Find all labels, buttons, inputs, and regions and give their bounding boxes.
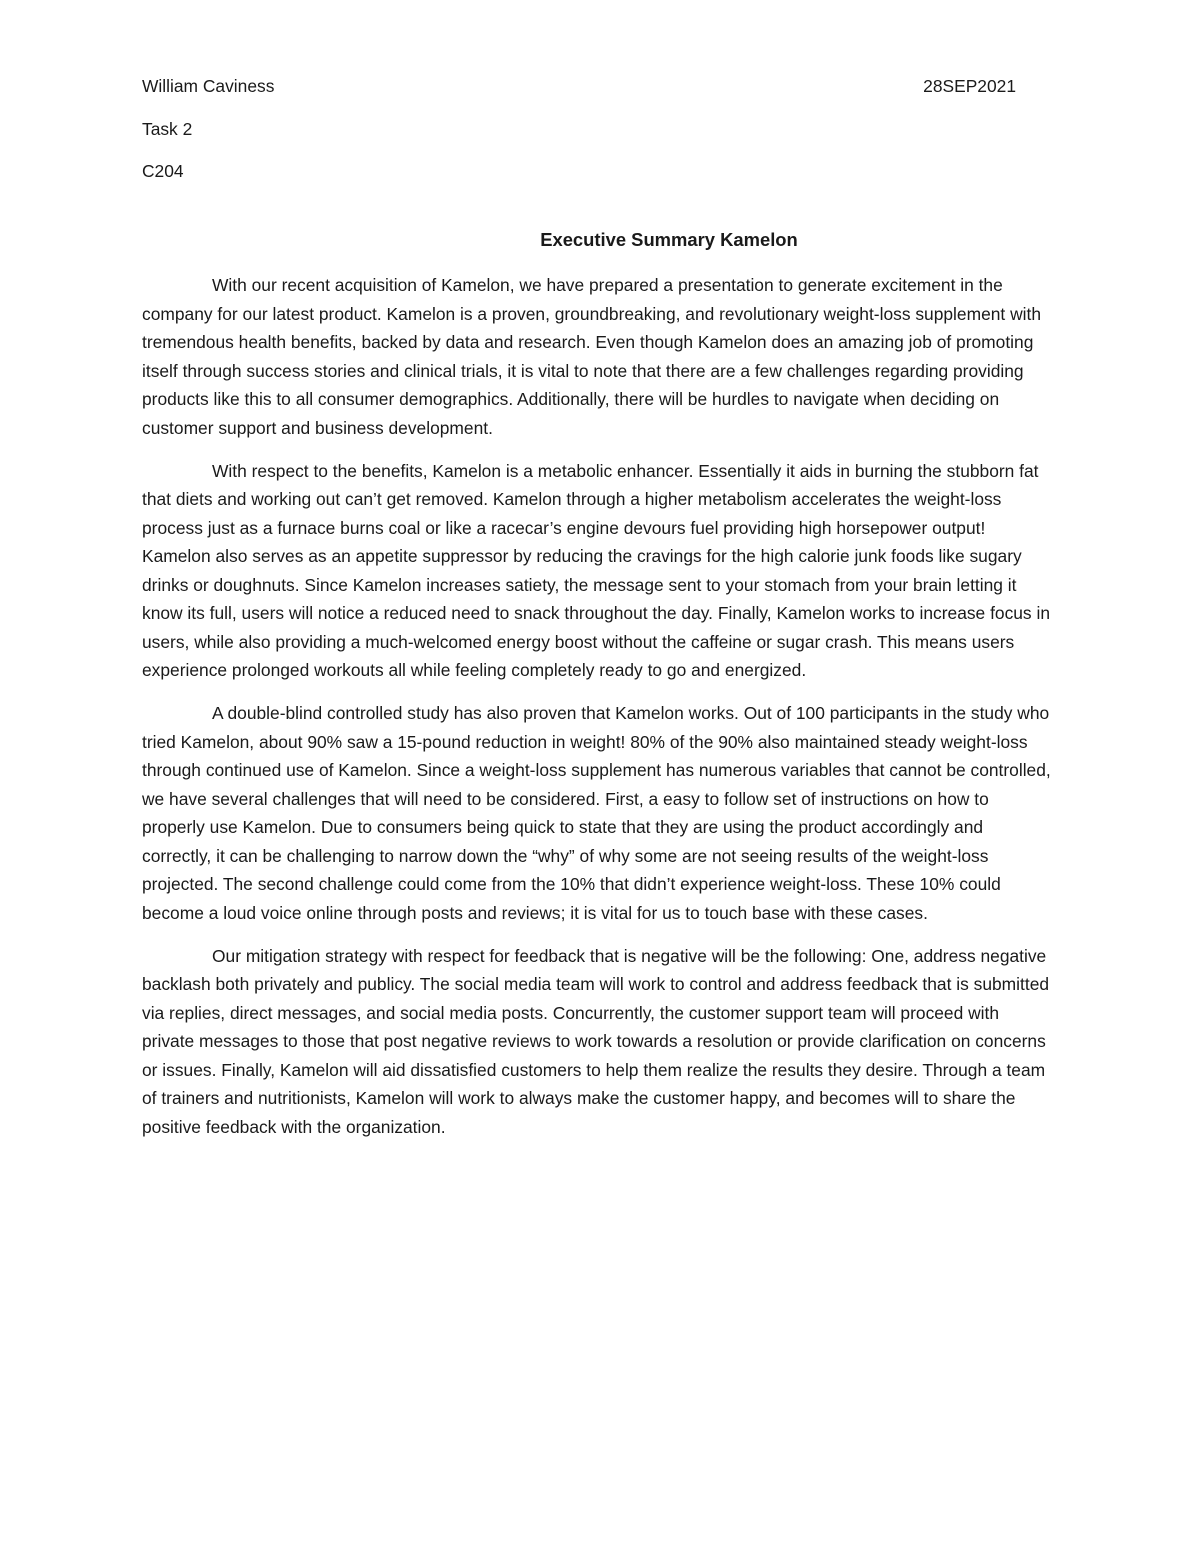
paragraph-intro: With our recent acquisition of Kamelon, we have prepared a presentation to generate excitement in the company for our latest product. Kamelon is a proven, groundbreaking, and revolutionary weight-loss supplement with tremendous health benefits, backed by data and research. Even though Kamelon does an amazing job of promoting itself through success stories and clinical trials, it is vital to note that there are a few challenges regarding providing products like this to all consumer demographics. Additionally, there will be hurdles to navigate when deciding on customer support and business development. — [142, 275, 1042, 438]
header-row — [142, 73, 1016, 99]
task-label: Task 2 — [142, 119, 193, 139]
course-code: C204 — [142, 161, 184, 181]
document-body — [142, 271, 1056, 1156]
document-title-row — [119, 226, 1173, 254]
author-name: William Caviness — [142, 76, 275, 96]
paragraph-mitigation: Our mitigation strategy with respect for feedback that is negative will be the following: One, address negative backlash both privately and publicy. The social media team will work to control and address feedback that is submitted via replies, direct messages, and social media posts. Concurrently, the customer support team will proceed with private messages to those that post negative reviews to work towards a resolution or provide clarification on concerns or issues. Finally, Kamelon will aid dissatisfied customers to help them realize the results they desire. Through a team of trainers and nutritionists, Kamelon will work to always make the customer happy, and becomes will to share the positive feedback with the organization. — [142, 945, 1050, 1137]
document-date: 28SEP2021 — [923, 76, 1016, 96]
paragraph-benefits: With respect to the benefits, Kamelon is a metabolic enhancer. Essentially it aids in burning the stubborn fat that diets and working out can’t get removed. Kamelon through a higher metabolism accelerates the weight-loss process just as a furnace burns coal or like a racecar’s engine devours fuel providing high horsepower output! Kamelon also serves as an appetite suppressor by reducing the cravings for the high calorie junk foods like sugary drinks or doughnuts. Since Kamelon increases satiety, the message sent to your stomach from your brain letting it know its full, users will notice a reduced need to snack throughout the day. Finally, Kamelon works to increase focus in users, while also providing a much-welcomed energy boost without the caffeine or sugar crash. This means users experience prolonged workouts all while feeling completely ready to go and energized. — [142, 460, 1050, 680]
document-title: Executive Summary Kamelon — [540, 229, 798, 250]
paragraph-study: A double-blind controlled study has also proven that Kamelon works. Out of 100 participants in the study who tried Kamelon, about 90% saw a 15-pound reduction in weight! 80% of the 90% also maintained steady weight-loss through continued use of Kamelon. Since a weight-loss supplement has numerous variables that cannot be controlled, we have several challenges that will need to be considered. First, a easy to follow set of instructions on how to properly use Kamelon. Due to consumers being quick to state that they are using the product accordingly and correctly, it can be challenging to narrow down the “why” of why some are not seeing results of the weight-loss projected. The second challenge could come from the 10% that didn’t experience weight-loss. These 10% could become a loud voice online through posts and reviews; it is vital for us to touch base with these cases. — [142, 703, 1051, 923]
